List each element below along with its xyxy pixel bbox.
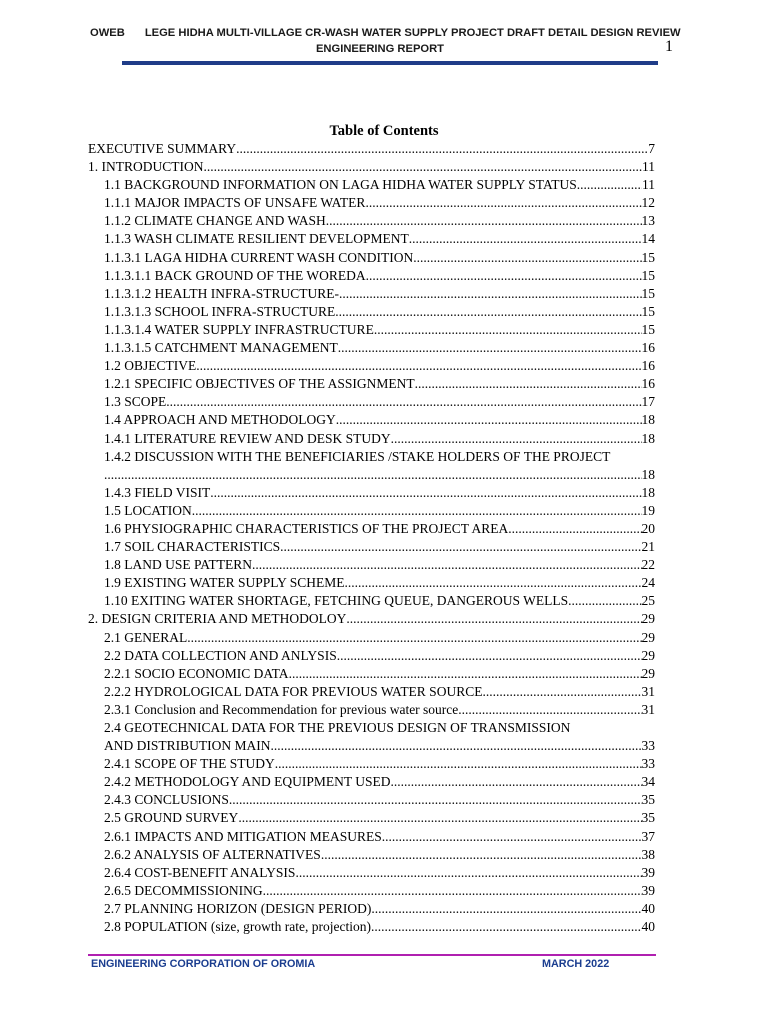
- toc-entry-page: 29: [641, 611, 655, 627]
- toc-entry-label: 2.4.3 CONCLUSIONS: [104, 792, 229, 808]
- toc-entry[interactable]: [88, 194, 655, 212]
- toc-dot-leader: [187, 629, 641, 647]
- toc-entry-page: 25: [641, 593, 655, 609]
- toc-entry-page: 11: [642, 177, 655, 193]
- toc-entry[interactable]: [88, 321, 655, 339]
- toc-dot-leader: [289, 665, 642, 683]
- toc-entry-page: 40: [641, 900, 655, 916]
- toc-dot-leader: [326, 212, 642, 230]
- toc-dot-leader: [192, 502, 642, 520]
- toc-entry[interactable]: [88, 502, 655, 520]
- toc-entry-page: 15: [641, 267, 655, 283]
- toc-entry-label: 1. INTRODUCTION: [88, 159, 204, 175]
- page-header: [90, 25, 681, 57]
- toc-dot-leader: [321, 846, 642, 864]
- toc-entry-label: 2.6.2 ANALYSIS OF ALTERNATIVES: [104, 846, 321, 862]
- toc-dot-leader: [345, 574, 642, 592]
- toc-entry[interactable]: [88, 882, 655, 900]
- toc-entry[interactable]: [88, 339, 655, 357]
- toc-entry[interactable]: [88, 719, 655, 755]
- toc-entry-continuation: [104, 737, 655, 755]
- toc-entry-page: 15: [641, 303, 655, 319]
- toc-entry-page: 35: [641, 792, 655, 808]
- toc-entry-page: 13: [641, 213, 655, 229]
- toc-entry[interactable]: [88, 791, 655, 809]
- toc-entry-page: 22: [641, 557, 655, 573]
- toc-dot-leader: [295, 864, 641, 882]
- toc-dot-leader: [104, 466, 642, 484]
- toc-entry-page: 40: [641, 919, 655, 935]
- toc-entry-label: 1.2 OBJECTIVE: [104, 358, 197, 374]
- toc-dot-leader: [371, 918, 642, 936]
- toc-entry[interactable]: [88, 864, 655, 882]
- toc-entry-page: 29: [641, 665, 655, 681]
- toc-entry-page: 18: [641, 484, 655, 500]
- toc-entry-page: 39: [641, 864, 655, 880]
- toc-entry-label: 1.1.2 CLIMATE CHANGE AND WASH: [104, 213, 326, 229]
- toc-entry-page: 33: [641, 756, 655, 772]
- toc-entry-label: 1.1.3.1.3 SCHOOL INFRA-STRUCTURE: [104, 303, 336, 319]
- header-title-line1: LEGE HIDHA MULTI-VILLAGE CR-WASH WATER SUPPLY PROJECT DRAFT DETAIL DESIGN REVIEW: [144, 27, 681, 39]
- toc-dot-leader: [338, 339, 642, 357]
- toc-entry-page: 18: [641, 412, 655, 428]
- toc-dot-leader: [346, 610, 641, 628]
- toc-entry-page: 38: [641, 846, 655, 862]
- toc-dot-leader: [335, 303, 641, 321]
- toc-entry[interactable]: [88, 375, 655, 393]
- toc-entry-page: 15: [641, 249, 655, 265]
- toc-entry-page: 35: [641, 810, 655, 826]
- toc-dot-leader: [366, 267, 642, 285]
- toc-dot-leader: [238, 809, 641, 827]
- toc-dot-leader: [236, 140, 648, 158]
- toc-entry-page: 31: [641, 701, 655, 717]
- toc-entry[interactable]: [88, 592, 655, 610]
- toc-dot-leader: [413, 249, 641, 267]
- toc-entry[interactable]: [88, 212, 655, 230]
- toc-title: Table of Contents: [329, 123, 439, 139]
- toc-entry[interactable]: [88, 900, 655, 918]
- toc-dot-leader: [275, 755, 642, 773]
- toc-entry-label: 2.2.1 SOCIO ECONOMIC DATA: [104, 665, 289, 681]
- toc-entry-label: 2.7 PLANNING HORIZON (DESIGN PERIOD): [104, 900, 372, 916]
- toc-entry-page: 37: [641, 828, 655, 844]
- toc-entry-page: 15: [641, 321, 655, 337]
- toc-entry-page: 15: [641, 285, 655, 301]
- toc-entry[interactable]: [88, 140, 655, 158]
- toc-entry-page: 24: [641, 575, 655, 591]
- toc-entry[interactable]: [88, 538, 655, 556]
- toc-entry-page: 18: [641, 466, 655, 482]
- toc-dot-leader: [336, 411, 642, 429]
- toc-dot-leader: [229, 791, 642, 809]
- toc-entry-page: 29: [641, 629, 655, 645]
- toc-dot-leader: [371, 900, 641, 918]
- toc-entry[interactable]: [88, 665, 655, 683]
- toc-entry-label: 1.1.3.1.4 WATER SUPPLY INFRASTRUCTURE: [104, 321, 374, 337]
- toc-entry[interactable]: [88, 303, 655, 321]
- toc-entry-label: 2. DESIGN CRITERIA AND METHODOLOY: [88, 611, 347, 627]
- toc-entry-page: 16: [641, 358, 655, 374]
- toc-dot-leader: [280, 538, 641, 556]
- toc-entry-continuation: [104, 466, 655, 484]
- footer-date: MARCH 2022: [542, 958, 610, 970]
- toc-dot-leader: [337, 647, 642, 665]
- toc-entry-label: 2.4.1 SCOPE OF THE STUDY: [104, 756, 275, 772]
- toc-dot-leader: [415, 375, 642, 393]
- toc-entry-label: 1.4 APPROACH AND METHODOLOGY: [104, 412, 336, 428]
- toc-entry[interactable]: [88, 610, 655, 628]
- header-line-1: [90, 25, 681, 41]
- toc-entry-label: 1.1.3.1 LAGA HIDHA CURRENT WASH CONDITION: [104, 249, 414, 265]
- toc-entry-label: 1.1.1 MAJOR IMPACTS OF UNSAFE WATER: [104, 195, 366, 211]
- toc-entry-label: 2.5 GROUND SURVEY: [104, 810, 239, 826]
- toc-dot-leader: [271, 737, 642, 755]
- table-of-contents: [88, 140, 655, 936]
- toc-entry-label: 1.6 PHYSIOGRAPHIC CHARACTERISTICS OF THE PROJECT AREA: [104, 520, 509, 536]
- toc-entry-label: 1.4.2 DISCUSSION WITH THE BENEFICIARIES /STAKE HOLDERS OF THE PROJECT: [104, 448, 611, 464]
- toc-dot-leader: [374, 321, 642, 339]
- toc-entry-label: 2.4 GEOTECHNICAL DATA FOR THE PREVIOUS DESIGN OF TRANSMISSION: [104, 720, 571, 735]
- toc-entry[interactable]: [88, 158, 655, 176]
- toc-entry[interactable]: [88, 773, 655, 791]
- toc-dot-leader: [252, 556, 641, 574]
- toc-entry-page: 39: [641, 882, 655, 898]
- toc-entry-label: 2.6.1 IMPACTS AND MITIGATION MEASURES: [104, 828, 382, 844]
- toc-dot-leader: [263, 882, 642, 900]
- toc-dot-leader: [204, 158, 643, 176]
- toc-entry-label: 2.4.2 METHODOLOGY AND EQUIPMENT USED: [104, 774, 391, 790]
- toc-entry[interactable]: [88, 556, 655, 574]
- toc-entry-label: 2.3.1 Conclusion and Recommendation for previous water source: [104, 701, 459, 717]
- toc-entry-label: 2.6.4 COST-BENEFIT ANALYSIS: [104, 864, 296, 880]
- toc-entry-label: 1.4.1 LITERATURE REVIEW AND DESK STUDY: [104, 430, 391, 446]
- toc-entry[interactable]: [88, 448, 655, 484]
- toc-dot-leader: [409, 230, 642, 248]
- toc-entry-page: 21: [641, 539, 655, 555]
- toc-entry-page: 31: [641, 683, 655, 699]
- header-title-line2: ENGINEERING REPORT: [315, 43, 445, 55]
- toc-dot-leader: [568, 592, 641, 610]
- toc-entry-page: 34: [641, 774, 655, 790]
- toc-dot-leader: [482, 683, 641, 701]
- toc-entry-label: 1.1.3.1.5 CATCHMENT MANAGEMENT: [104, 340, 338, 356]
- toc-entry-label: 1.1.3 WASH CLIMATE RESILIENT DEVELOPMENT: [104, 231, 409, 247]
- toc-dot-leader: [339, 285, 641, 303]
- toc-dot-leader: [196, 357, 641, 375]
- footer-rule: [88, 954, 656, 956]
- header-rule: [122, 61, 658, 65]
- toc-entry[interactable]: [88, 249, 655, 267]
- toc-entry[interactable]: [88, 701, 655, 719]
- toc-entry-label: 1.1.3.1.1 BACK GROUND OF THE WOREDA: [104, 267, 366, 283]
- toc-entry-label: 2.6.5 DECOMMISSIONING: [104, 882, 263, 898]
- toc-entry[interactable]: [88, 176, 655, 194]
- toc-entry-label: 2.2 DATA COLLECTION AND ANLYSIS: [104, 647, 337, 663]
- toc-entry[interactable]: [88, 629, 655, 647]
- toc-entry-label: 2.2.2 HYDROLOGICAL DATA FOR PREVIOUS WATER SOURCE: [104, 683, 483, 699]
- toc-dot-leader: [577, 176, 642, 194]
- toc-entry[interactable]: [88, 647, 655, 665]
- toc-entry-page: 12: [641, 195, 655, 211]
- toc-entry[interactable]: [88, 520, 655, 538]
- toc-entry[interactable]: [88, 683, 655, 701]
- toc-entry-page: 7: [648, 141, 655, 156]
- toc-entry-page: 33: [641, 738, 655, 754]
- toc-entry-page: 19: [641, 502, 655, 518]
- toc-entry-page: 11: [642, 159, 655, 175]
- toc-entry[interactable]: [88, 918, 655, 936]
- toc-entry-label: 1.3 SCOPE: [104, 394, 167, 410]
- toc-entry[interactable]: [88, 846, 655, 864]
- toc-entry-page: 16: [641, 340, 655, 356]
- toc-entry-page: 18: [641, 430, 655, 446]
- toc-entry-label: EXECUTIVE SUMMARY: [88, 141, 237, 156]
- toc-entry-label: 2.1 GENERAL: [104, 629, 188, 645]
- toc-entry[interactable]: [88, 755, 655, 773]
- toc-entry[interactable]: [88, 484, 655, 502]
- toc-entry-page: 17: [641, 394, 655, 410]
- toc-entry[interactable]: [88, 230, 655, 248]
- toc-entry-page: 16: [641, 376, 655, 392]
- toc-entry[interactable]: [88, 809, 655, 827]
- toc-entry-label: 1.4.3 FIELD VISIT: [104, 484, 211, 500]
- toc-dot-leader: [210, 484, 641, 502]
- toc-entry-label: 2.8 POPULATION (size, growth rate, projection): [104, 919, 371, 935]
- toc-entry-page: 29: [641, 647, 655, 663]
- toc-entry-label: 1.5 LOCATION: [104, 502, 192, 518]
- toc-dot-leader: [382, 828, 642, 846]
- toc-dot-leader: [391, 773, 642, 791]
- toc-entry-label: 1.1.3.1.2 HEALTH INFRA-STRUCTURE-: [104, 285, 340, 301]
- toc-entry-label: 1.10 EXITING WATER SHORTAGE, FETCHING QUEUE, DANGEROUS WELLS: [104, 593, 569, 609]
- toc-entry-label-continuation: AND DISTRIBUTION MAIN: [104, 738, 271, 754]
- toc-entry[interactable]: [88, 285, 655, 303]
- toc-entry-label: 1.9 EXISTING WATER SUPPLY SCHEME: [104, 575, 345, 591]
- toc-entry[interactable]: [88, 411, 655, 429]
- toc-dot-leader: [391, 430, 642, 448]
- toc-entry-page: 20: [641, 520, 655, 536]
- toc-entry[interactable]: [88, 574, 655, 592]
- toc-entry[interactable]: [88, 267, 655, 285]
- toc-entry-label: 1.2.1 SPECIFIC OBJECTIVES OF THE ASSIGNMENT: [104, 376, 415, 392]
- footer-organization: ENGINEERING CORPORATION OF OROMIA: [91, 958, 316, 970]
- toc-dot-leader: [458, 701, 641, 719]
- page-number: 1: [665, 38, 673, 55]
- toc-entry-label: 1.8 LAND USE PATTERN: [104, 557, 253, 573]
- toc-dot-leader: [508, 520, 641, 538]
- toc-entry[interactable]: [88, 357, 655, 375]
- header-org: OWEB: [90, 27, 125, 39]
- toc-dot-leader: [365, 194, 641, 212]
- toc-entry-label: 1.7 SOIL CHARACTERISTICS: [104, 539, 281, 555]
- toc-entry-label: 1.1 BACKGROUND INFORMATION ON LAGA HIDHA WATER SUPPLY STATUS: [104, 177, 577, 193]
- toc-entry[interactable]: [88, 828, 655, 846]
- toc-entry-page: 14: [641, 231, 655, 247]
- toc-entry[interactable]: [88, 393, 655, 411]
- toc-entry[interactable]: [88, 430, 655, 448]
- toc-dot-leader: [166, 393, 641, 411]
